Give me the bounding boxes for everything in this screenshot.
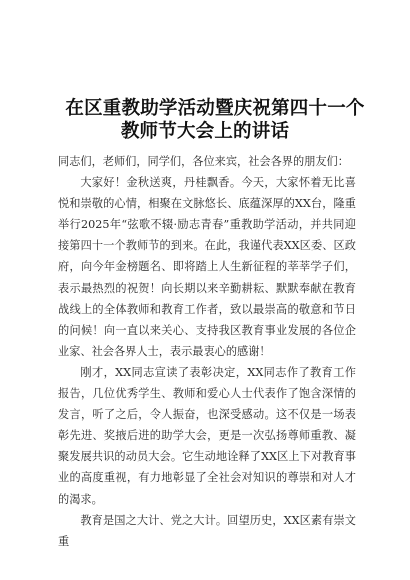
paragraph-3: 教育是国之大计、党之大计。回望历史，XX区素有崇文重: [58, 513, 356, 548]
paragraph-2: 刚才，XX同志宣读了表彰决定，XX同志作了教育工作报告，几位优秀学生、教师和爱心人士代表作了饱含深情的发言，听了之后，令人振奋，也深受感动。这不仅是一场表彰先进、奖掖后进的助学大会，更是一次弘扬尊师重教、凝聚发展共识的动员大会。它生动地诠释了XX区上下对教育事业的高度重视，有力地彰显了全社会对知识的尊崇和对人才的渴求。: [58, 365, 356, 506]
salutation: 同志们，老师们，同学们，各位来宾，社会各界的朋友们：: [58, 155, 349, 168]
paragraph-1: 大家好！金秋送爽，丹桂飘香。今天，大家怀着无比喜悦和崇敬的心情，相聚在文脉悠长、底蕴深厚的XX台，隆重举行2025年“弦歌不辍·励志青春”重教助学活动，并共同迎接第四十一个教师节的到来。在此，我谨代表XX区委、区政府，向今年金榜题名、即将踏上人生新征程的莘莘学子们，表示最热烈的祝贺！向长期以来辛勤耕耘、默默奉献在教育战线上的全体教师和教育工作者，致以最崇高的敬意和节日的问候！向一直以来关心、支持我区教育事业发展的各位企业家、社会各界人士，表示最衷心的感谢！: [58, 176, 356, 358]
document-title: [0, 97, 410, 143]
document-body: [58, 151, 356, 552]
title-line-2: 教师节大会上的讲话: [120, 121, 290, 143]
title-line-1: 在区重教助学活动暨庆祝第四十一个: [65, 98, 365, 120]
